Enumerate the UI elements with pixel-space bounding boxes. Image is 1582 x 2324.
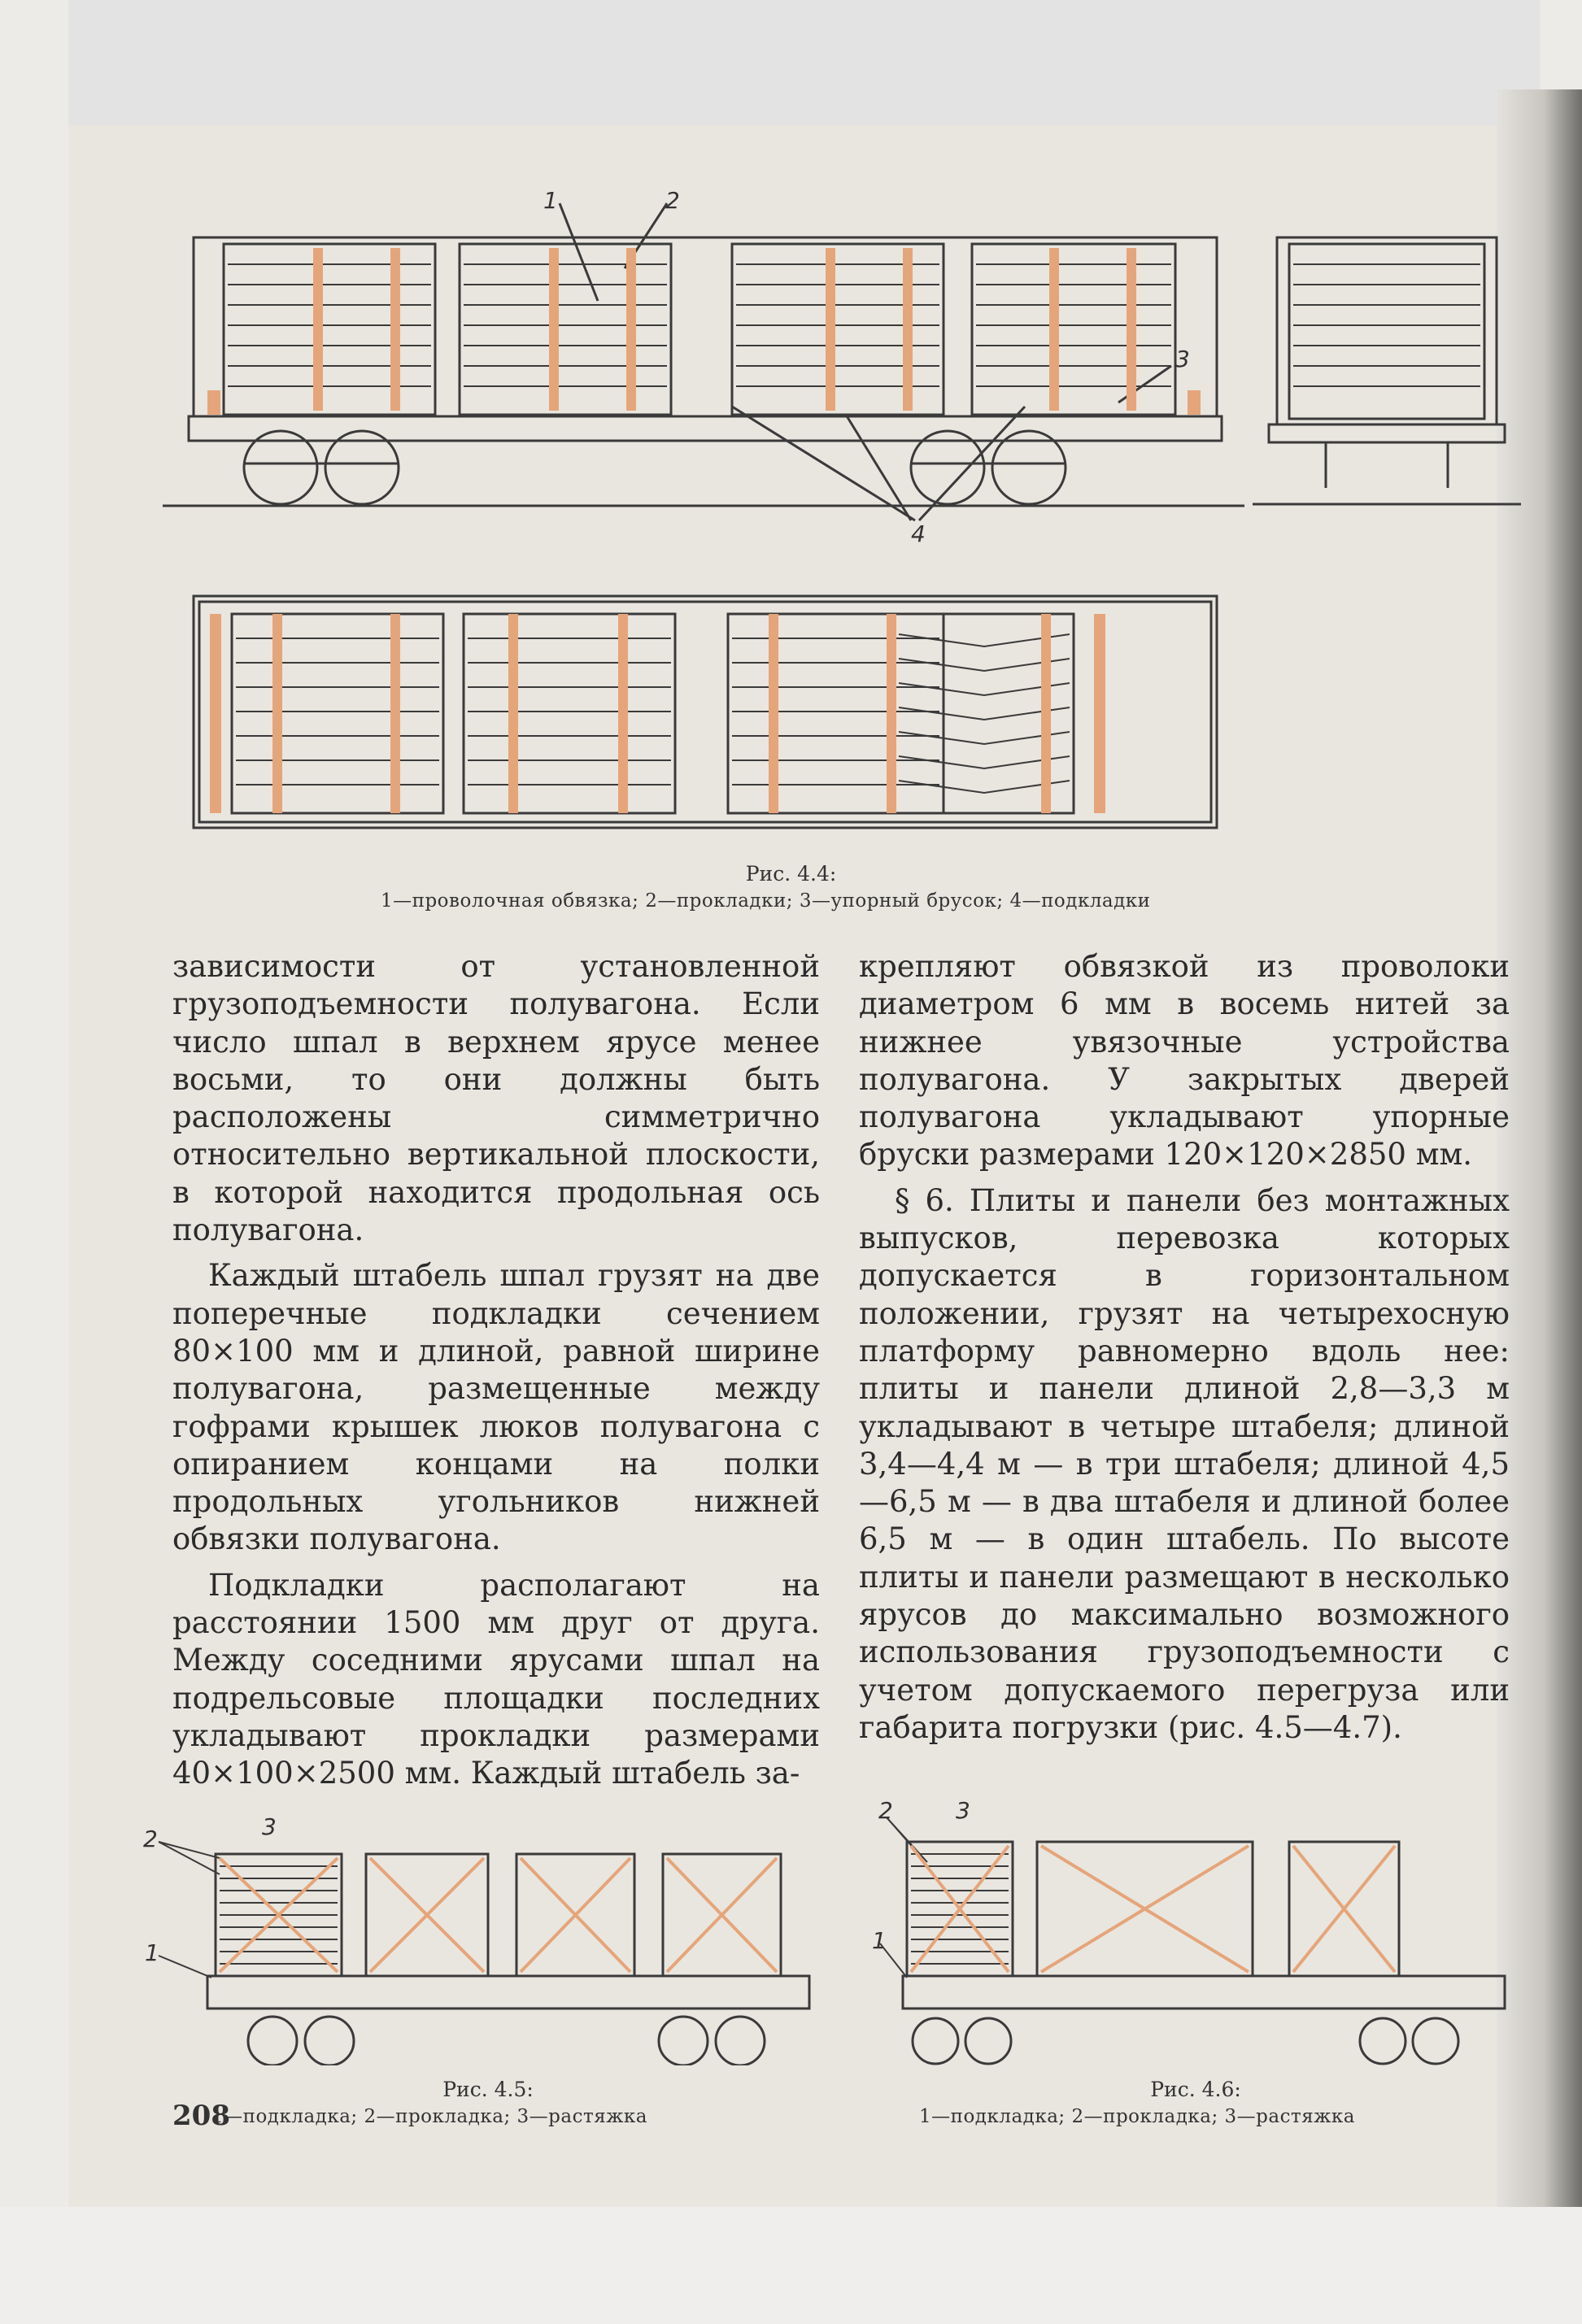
- left-paragraph-2: Каждый штабель шпал грузят на две поперечные подкладки сечением 80×100 мм и длиной, равной ширине полувагона, размещенные между гофрами крышек люков полувагона с опиранием концами на полки продольных угольников нижней обвязки полувагона.: [172, 1258, 820, 1557]
- figure-4-6: [870, 1797, 1521, 2139]
- tie-downs: [911, 1846, 1395, 1972]
- figure-4-5-drawing: [155, 1797, 822, 2065]
- right-paragraph-1: крепляют обвязкой из проволоки диаметром 6 мм в восемь нитей за нижнее увязочные устройства полувагона. У закрытых дверей полувагона укладывают упорные бруски размерами 120×120×2850 мм.: [859, 949, 1510, 1173]
- figure-4-4-caption: 1—проволочная обвязка; 2—прокладки; 3—упорный брусок; 4—подкладки: [381, 890, 1151, 912]
- page-number: 208: [172, 2100, 230, 2132]
- figure-4-4-drawing: [0, 0, 1582, 862]
- sleeper-lines-side: [228, 264, 1480, 785]
- figure-4-5: [143, 1797, 822, 2139]
- figure-4-6-title: Рис. 4.6:: [1150, 2078, 1241, 2101]
- figure-4-6-label-2: 2: [878, 1797, 893, 1824]
- right-text-column: [859, 948, 1510, 1747]
- left-text-column: [172, 948, 820, 1793]
- figure-4-4-label-3: 3: [1175, 346, 1190, 372]
- figure-4-5-label-2: 2: [143, 1826, 158, 1852]
- sleeper-stacks-side: [224, 244, 1175, 415]
- left-paragraph-3: Подкладки располагают на расстоянии 1500 мм друг от друга. Между соседними ярусами шпал на подрельсовые площадки последних укладывают прокладки размерами 40×100×2500 мм. Каждый штабель за-: [172, 1567, 820, 1791]
- figure-4-5-label-1: 1: [145, 1939, 159, 1966]
- figure-4-5-title: Рис. 4.5:: [442, 2078, 534, 2101]
- figure-4-4-label-2: 2: [665, 187, 680, 214]
- bottom-margin-band: [0, 2207, 1582, 2324]
- figure-4-4-label-1: 1: [543, 187, 558, 214]
- wooden-pads: [207, 248, 1201, 813]
- sleeper-stacks-plan: [232, 614, 1074, 813]
- figure-4-5-caption: 1—подкладка; 2—прокладка; 3—растяжка: [211, 2106, 647, 2127]
- right-paragraph-2: § 6. Плиты и панели без монтажных выпусков, перевозка которых допускается в горизонтальном положении, грузят на четырехосную платформу равномерно вдоль нее: плиты и панели длиной 2,8—3,3 м укладывают в четыре штабеля; длиной 3,4—4,4 м — в три штабеля; длиной 4,5—6,5 м — в два штабеля и длиной более 6,5 м — в один штабель. По высоте плиты и панели размещают в несколько ярусов до максимально возможного использования грузоподъемности с учетом допускаемого перегруза или габарита погрузки (рис. 4.5—4.7).: [859, 1182, 1510, 1745]
- figure-4-6-caption: 1—подкладка; 2—прокладка; 3—растяжка: [919, 2106, 1355, 2127]
- figure-4-4-label-4: 4: [911, 520, 926, 547]
- figure-4-6-label-1: 1: [872, 1927, 887, 1954]
- figure-4-4-title: Рис. 4.4:: [745, 862, 837, 886]
- left-paragraph-1: зависимости от установленной грузоподъемности полувагона. Если число шпал в верхнем ярусе менее восьми, то они должны быть расположены симметрично относительно вертикальной плоскости, в которой находится продольная ось полувагона.: [172, 949, 820, 1248]
- figure-4-5-label-3: 3: [262, 1813, 277, 1840]
- figure-4-6-drawing: [870, 1797, 1521, 2065]
- figure-4-4: [0, 0, 1582, 943]
- figure-4-6-label-3: 3: [956, 1797, 970, 1824]
- gondola-end-view: [1277, 237, 1497, 424]
